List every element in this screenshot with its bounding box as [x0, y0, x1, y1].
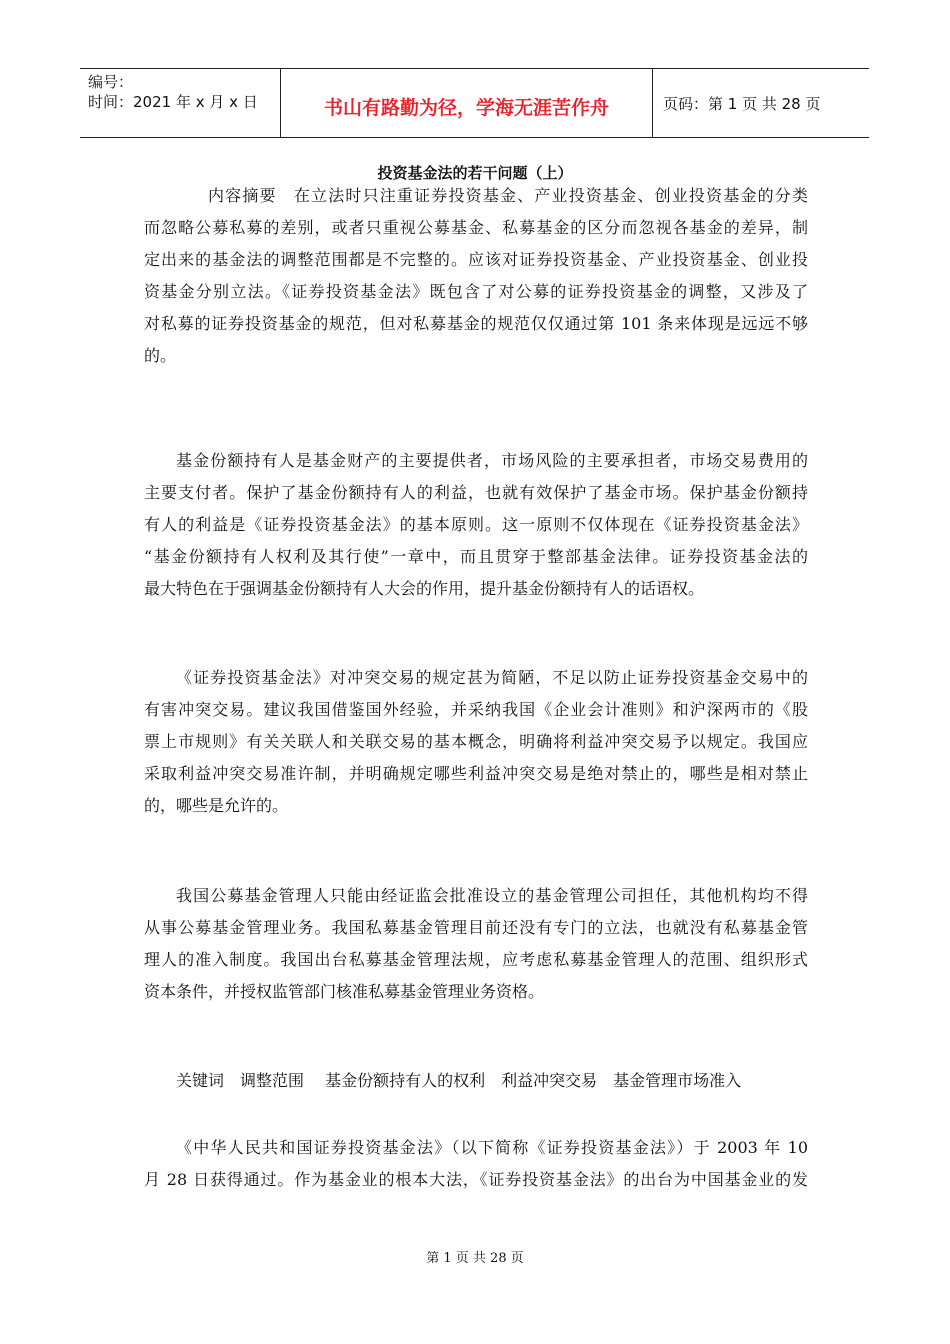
text-line: 有人的利益是《证券投资基金法》的基本原则。这一原则不仅体现在《证券投资基金法》 [144, 515, 808, 534]
header-page-cell [653, 69, 869, 137]
body-paragraph [144, 662, 808, 822]
document-header [80, 68, 869, 138]
text-line: 月 28 日获得通过。作为基金业的根本大法，《证券投资基金法》的出台为中国基金业的发 [144, 1170, 808, 1189]
document-title: 投资基金法的若干问题（上） [377, 164, 573, 182]
body-paragraph [144, 880, 808, 1008]
header-motto-cell [281, 69, 653, 137]
header-motto: 书山有路勤为径，学海无涯苦作舟 [323, 97, 609, 119]
text-line: 的，哪些是允许的。 [144, 796, 289, 815]
text-line: 有害冲突交易。建议我国借鉴国外经验，并采纳我国《企业会计准则》和沪深两市的《股 [144, 700, 808, 719]
text-line: 票上市规则》有关关联人和关联交易的基本概念，明确将利益冲突交易予以规定。我国应 [144, 732, 808, 751]
header-meta-cell [80, 69, 281, 137]
body-paragraph [144, 445, 808, 605]
body-paragraph [144, 1132, 808, 1196]
text-line: 资本条件，并授权监管部门核准私募基金管理业务资格。 [144, 982, 545, 1001]
keywords-line: 关键词 调整范围 基金份额持有人的权利 利益冲突交易 基金管理市场准入 [176, 1071, 742, 1090]
text-line: 《证券投资基金法》对冲突交易的规定甚为简陋，不足以防止证券投资基金交易中的 [176, 668, 808, 687]
text-line: 基金份额持有人是基金财产的主要提供者，市场风险的主要承担者，市场交易费用的 [176, 451, 808, 470]
text-line: 采取利益冲突交易准许制，并明确规定哪些利益冲突交易是绝对禁止的，哪些是相对禁止 [144, 764, 808, 783]
text-line: 最大特色在于强调基金份额持有人大会的作用，提升基金份额持有人的话语权。 [144, 579, 705, 598]
text-line: 定出来的基金法的调整范围都是不完整的。应该对证券投资基金、产业投资基金、创业投 [144, 250, 808, 269]
text-line: 对私募的证券投资基金的规范，但对私募基金的规范仅仅通过第 101 条来体现是远远不够 [144, 314, 808, 333]
document-number-label: 编号： [88, 73, 134, 91]
text-line: 而忽略公募私募的差别，或者只重视公募基金、私募基金的区分而忽视各基金的差异，制 [144, 218, 808, 237]
text-line: 《中华人民共和国证券投资基金法》（以下简称《证券投资基金法》）于 2003 年 10 [176, 1138, 808, 1157]
text-line: 内容摘要 在立法时只注重证券投资基金、产业投资基金、创业投资基金的分类 [208, 186, 808, 205]
page-footer: 第 1 页 共 28 页 [426, 1251, 524, 1266]
text-line: 的。 [144, 346, 177, 365]
text-line: 资基金分别立法。《证券投资基金法》既包含了对公募的证券投资基金的调整，又涉及了 [144, 282, 808, 301]
text-line: 理人的准入制度。我国出台私募基金管理法规，应考虑私募基金管理人的范围、组织形式 [144, 950, 808, 969]
header-page-info: 页码：第 1 页 共 28 页 [663, 95, 821, 113]
abstract-paragraph [144, 180, 808, 372]
text-line: “基金份额持有人权利及其行使”一章中，而且贯穿于整部基金法律。证券投资基金法的 [144, 547, 808, 566]
text-line: 我国公募基金管理人只能由经证监会批准设立的基金管理公司担任，其他机构均不得 [176, 886, 808, 905]
document-date: 时间：2021 年 x 月 x 日 [88, 93, 258, 111]
text-line: 从事公募基金管理业务。我国私募基金管理目前还没有专门的立法，也就没有私募基金管 [144, 918, 808, 937]
text-line: 主要支付者。保护了基金份额持有人的利益，也就有效保护了基金市场。保护基金份额持 [144, 483, 808, 502]
